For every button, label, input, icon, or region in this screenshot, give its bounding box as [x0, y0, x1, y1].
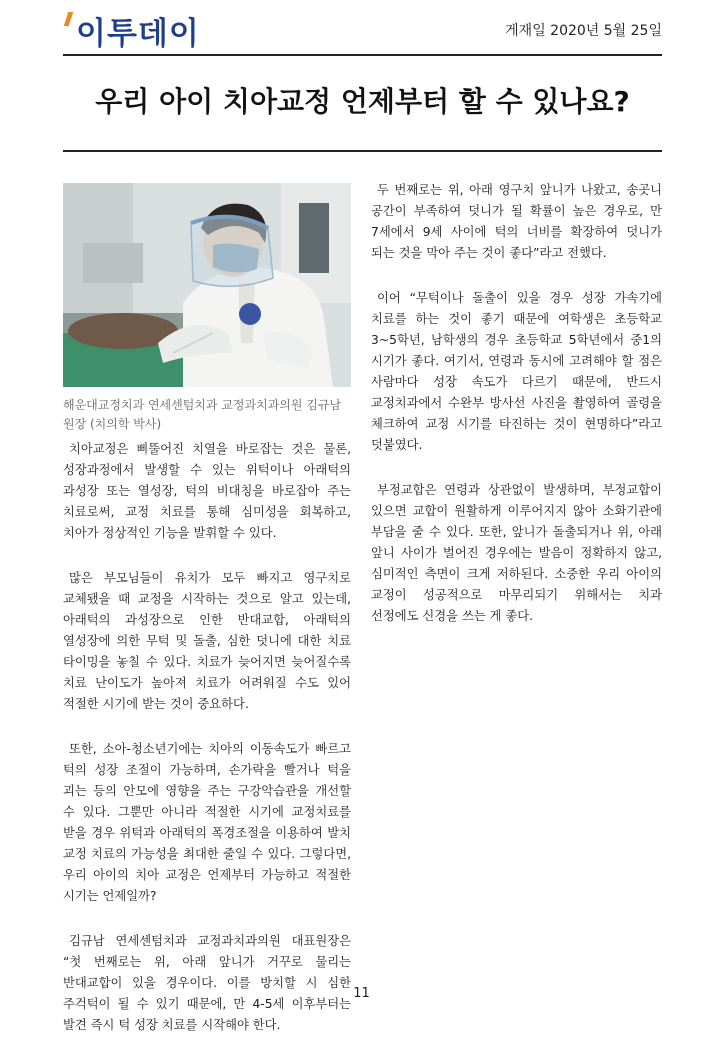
body-paragraph: 부정교합은 연령과 상관없이 발생하며, 부정교합이 있으면 교합이 원활하게 이루어지지 않아 소화기관에 부담을 줄 수 있다. 또한, 앞니가 돌출되거나 위, 아래 앞니 사이가 벌어진 경우에는 발음이 정확하지 않고, 심미적인 측면이 크게 저하된다. 소중한 우리 아이의 교정이 성공적으로 마무리되기 위해서는 치과 선정에도 신경을 쓰는 게 좋다. — [371, 483, 662, 623]
article-column-right — [371, 180, 662, 651]
article-photo — [63, 183, 351, 387]
article-headline: 우리 아이 치아교정 언제부터 할 수 있나요? — [95, 85, 630, 118]
article-column-left — [63, 439, 351, 1060]
body-paragraph: 또한, 소아-청소년기에는 치아의 이동속도가 빠르고 턱의 성장 조절이 가능하며, 손가락을 빨거나 턱을 괴는 등의 안모에 영향을 주는 구강악습관을 개선할 수 있다. 그뿐만 아니라 적절한 시기에 교정치료를 받을 경우 위턱과 아래턱의 폭경조절을 이용하여 발치 교정 치료의 가능성을 최대한 줄일 수 있다. 그렇다면, 우리 아이의 치아 교정은 언제부터 가능하고 적절한 시기는 언제일까? — [63, 742, 351, 903]
photo-caption: 해운대교정치과 연세센텀치과 교정과치과의원 김규남 원장 (치의학 박사) — [63, 398, 342, 431]
body-paragraph: 두 번째로는 위, 아래 영구치 앞니가 나왔고, 송곳니 공간이 부족하여 덧니가 될 확률이 높은 경우로, 만 7세에서 9세 사이에 턱의 너비를 확장하여 덧니가 되는 것을 막아 주는 것이 좋다”라고 전했다. — [371, 183, 662, 260]
body-paragraph: 이어 “무턱이나 돌출이 있을 경우 성장 가속기에 치료를 하는 것이 좋기 때문에 여학생은 초등학교 3~5학년, 남학생의 경우 초등학교 5학년에서 중1의 시기가 좋다. 여기서, 연령과 동시에 고려해야 할 점은 사람마다 성장 속도가 다르기 때문에, 반드시 교정치과에서 수완부 방사선 사진을 촬영하여 골령을 체크하여 교정 시기를 타진하는 것이 현명하다”라고 덧붙였다. — [371, 291, 662, 452]
body-paragraph: 김규남 연세센텀치과 교정과치과의원 대표원장은 “첫 번째로는 위, 아래 앞니가 거꾸로 물리는 반대교합이 있을 경우이다. 이를 방치할 시 심한 주걱턱이 될 수 있기 때문에, 만 4-5세 이후부터는 발견 즉시 턱 성장 치료를 시작해야 한다. — [63, 934, 351, 1032]
logo-text: 이투데이 — [76, 16, 200, 52]
publication-date: 게재일 2020년 5월 25일 — [505, 23, 662, 39]
body-paragraph: 치아교정은 삐뚤어진 치열을 바로잡는 것은 물론, 성장과정에서 발생할 수 있는 위턱이나 아래턱의 과성장 또는 열성장, 턱의 비대칭을 바로잡아 주는 치료로써, 교정 치료를 통해 심미성을 회복하고, 치아가 정상적인 기능을 발휘할 수 있다. — [63, 442, 351, 540]
body-paragraph: 많은 부모님들이 유치가 모두 빠지고 영구치로 교체됐을 때 교정을 시작하는 것으로 알고 있는데, 아래턱의 과성장으로 인한 반대교합, 아래턱의 열성장에 의한 무턱 및 돌출, 심한 덧니에 대한 치료 타이밍을 놓칠 수 있다. 치료가 늦어지면 늦어질수록 치료 난이도가 높아져 치료가 어려워질 수도 있어 적절한 시기에 받는 것이 중요하다. — [63, 571, 351, 711]
page-number: 11 — [353, 986, 370, 1001]
header-divider — [63, 54, 662, 56]
logo-accent-mark — [64, 12, 74, 26]
headline-divider — [63, 150, 662, 152]
dentist-photo-illustration — [63, 183, 351, 387]
